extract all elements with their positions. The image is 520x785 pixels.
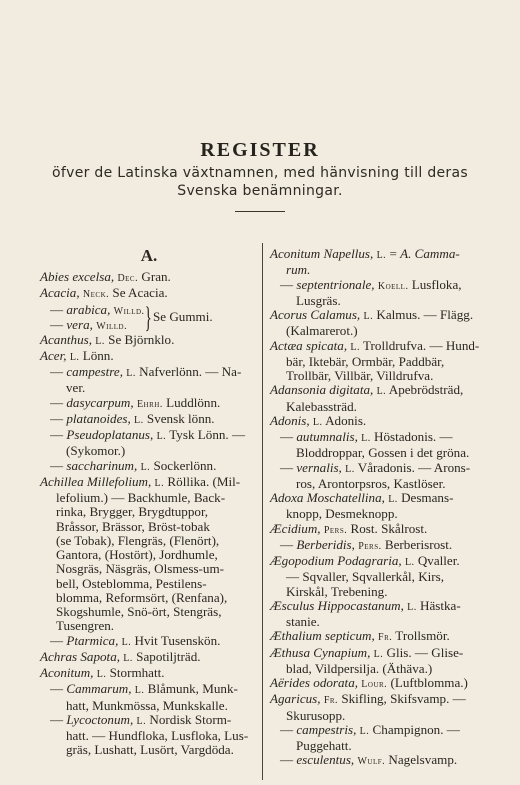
- index-entry: — platanoides, L. Svensk lönn.: [50, 410, 215, 426]
- index-entry: Actæa spicata, L. Trolldrufva. — Hund- bär, Iktebär, Ormbär, Paddbär, Trollbär, Villbär, Villdrufva.: [270, 337, 480, 383]
- index-entry: Acacia, Neck. Se Acacia.: [40, 285, 168, 301]
- subtitle-line-2: Svenska benämningar.: [177, 183, 343, 199]
- index-entry: Achillea Millefolium, L. Röllika. (Mil- lefolium.) — Backhumle, Back- rinka, Brygger, Brygdtuppor, Bråssor, Brässor, Bröst-tobak (se Tobak), Flengräs, (Flenört), Gantora, (Hostört), Jordhumle, Nosgräs, Näsgräs, Olsmess-um- bell, Osteblomma, Pestilens- blomma, Reformsört, (Renfana), Skogshumle, Snö-ört, Stengräs, Tusengren.: [40, 473, 241, 634]
- section-letter: A.: [140, 246, 158, 265]
- index-entry: Acorus Calamus, L. Kalmus. — Flägg. (Kalmarerot.): [270, 307, 474, 339]
- index-entry: — autumnalis, L. Höstadonis. — Bloddroppar, Gossen i det gröna.: [280, 429, 470, 461]
- brace-glyph: }: [144, 300, 152, 334]
- column-divider: [262, 243, 263, 780]
- index-entry: Ægopodium Podagraria, L. Qvaller. — Sqvaller, Sqvallerkål, Kirs, Kirskål, Trebening.: [270, 553, 460, 599]
- index-entry: Adansonia digitata, L. Apebrödsträd, Kalebassträd.: [270, 382, 464, 414]
- index-entry: — vernalis, L. Våradonis. — Arons- ros, Arontorpsros, Kastlöser.: [280, 459, 471, 491]
- index-entry: — Cammarum, L. Blåmunk, Munk- hatt, Munkmössa, Munkskalle.: [50, 681, 238, 713]
- index-entry: Æthusa Cynapium, L. Glis. — Glise- blad, Vildpersilja. (Äthäva.): [270, 644, 464, 676]
- index-entry: — esculentus, Wulf. Nagelsvamp.: [280, 752, 458, 768]
- index-entry: Achras Sapota, L. Sapotiljträd.: [40, 648, 201, 664]
- index-entry: — Lycoctonum, L. Nordisk Storm- hatt. — Hundfloka, Lusfloka, Lus- gräs, Lushatt, Lusört, Vargdöda.: [50, 711, 249, 758]
- index-entry: Aërides odorata, Lour. (Luftblomma.): [270, 675, 468, 690]
- index-entry: Adonis, L. Adonis.: [270, 412, 367, 428]
- index-entry: Aconitum, L. Stormhatt.: [40, 665, 165, 680]
- index-entry: Adoxa Moschatellina, L. Desmans- knopp, Desmeknopp.: [270, 490, 454, 522]
- right-column: [270, 247, 486, 770]
- index-entry: Abies excelsa, Dec. Gran.: [40, 269, 171, 284]
- index-entry: — Ptarmica, L. Hvit Tusenskön.: [50, 632, 221, 648]
- index-entry: Agaricus, Fr. Skifling, Skifsvamp. — Skurusopp.: [270, 691, 466, 723]
- index-entry: Acanthus, L. Se Björnklo.: [40, 331, 175, 347]
- index-entry: — Pseudoplatanus, L. Tysk Lönn. — (Sykomor.): [50, 427, 246, 459]
- index-entry: Æsculus Hippocastanum, L. Hästka- stanie.: [270, 597, 461, 629]
- index-entry: — campestris, L. Champignon. — Puggehatt.: [280, 721, 460, 753]
- index-entry-brace: — arabica, Willd. — vera, Willd. } Se Gummi.: [50, 300, 213, 334]
- index-entry: Æcidium, Pers. Rost. Skålrost.: [270, 520, 428, 536]
- subtitle-line-1: öfver de Latinska växtnamnen, med hänvisning till deras: [52, 165, 468, 181]
- index-entry: — septentrionale, Koell. Lusfloka, Lusgräs.: [280, 276, 462, 308]
- index-entry: Æthalium septicum, Fr. Trollsmör.: [270, 628, 450, 644]
- index-entry: — saccharinum, L. Sockerlönn.: [50, 457, 217, 473]
- left-column: [40, 247, 258, 758]
- index-entry: — campestre, L. Nafverlönn. — Na- ver.: [50, 364, 242, 396]
- page-title: REGISTER: [200, 139, 320, 161]
- index-entry: Aconitum Napellus, L. = A. Camma- rum.: [270, 246, 460, 278]
- index-entry: — Berberidis, Pers. Berberisrost.: [280, 536, 453, 552]
- index-entry: — dasycarpum, Ehrh. Luddlönn.: [50, 394, 221, 410]
- title-divider: [235, 211, 285, 212]
- index-entry: Acer, L. Lönn.: [40, 347, 114, 363]
